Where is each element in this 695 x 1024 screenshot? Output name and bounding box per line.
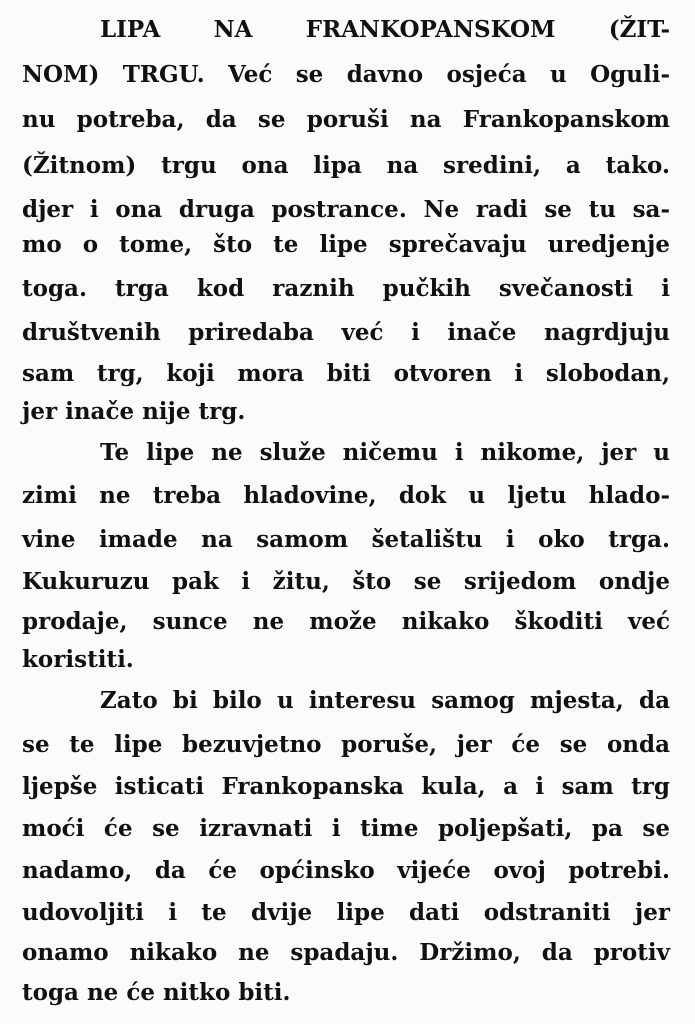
- text-line: ljepše isticati Frankopanska kula, a i sam trg: [22, 773, 670, 800]
- text-line: NOM) TRGU. Već se davno osjeća u Oguli-: [22, 61, 670, 88]
- article-headline-line: LIPA NA FRANKOPANSKOM (ŽIT-: [100, 16, 670, 43]
- text-line: udovoljiti i te dvije lipe dati odstraniti jer: [22, 899, 670, 926]
- text-line: jer inače nije trg.: [22, 398, 246, 425]
- text-line: mo o tome, što te lipe sprečavaju uredjenje: [22, 231, 670, 258]
- text-line: onamo nikako ne spadaju. Držimo, da protiv: [22, 939, 670, 966]
- text-line: djer i ona druga postrance. Ne radi se tu sa-: [22, 196, 670, 223]
- text-line: Te lipe ne služe ničemu i nikome, jer u: [100, 439, 670, 466]
- text-line: prodaje, sunce ne može nikako škoditi već: [22, 608, 670, 635]
- text-line: se te lipe bezuvjetno poruše, jer će se onda: [22, 731, 670, 758]
- text-line: vine imade na samom šetalištu i oko trga.: [22, 526, 670, 553]
- text-line: zimi ne treba hladovine, dok u ljetu hlado-: [22, 482, 670, 509]
- text-line: nu potreba, da se poruši na Frankopanskom: [22, 106, 670, 133]
- text-line: toga. trga kod raznih pučkih svečanosti i: [22, 275, 670, 302]
- text-line: moći će se izravnati i time poljepšati, pa se: [22, 815, 670, 842]
- text-line: nadamo, da će općinsko vijeće ovoj potrebi.: [22, 857, 670, 884]
- text-line: toga ne će nitko biti.: [22, 979, 291, 1006]
- text-line: koristiti.: [22, 646, 134, 673]
- text-line: Kukuruzu pak i žitu, što se srijedom ondje: [22, 568, 670, 595]
- text-line: sam trg, koji mora biti otvoren i slobodan,: [22, 360, 670, 387]
- text-line: (Žitnom) trgu ona lipa na sredini, a tako.: [22, 152, 670, 179]
- text-line: društvenih priredaba već i inače nagrdjuju: [22, 319, 670, 346]
- text-line: Zato bi bilo u interesu samog mjesta, da: [100, 687, 670, 714]
